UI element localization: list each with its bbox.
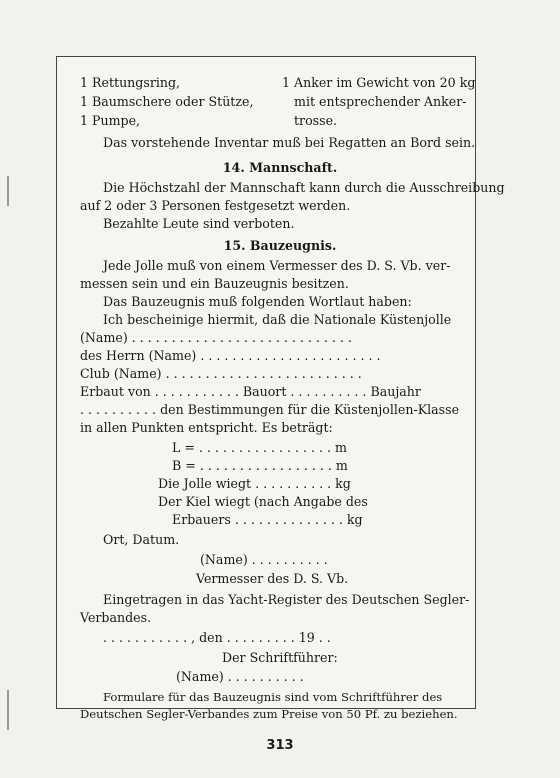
form-line: des Herrn (Name) . . . . . . . . . . . . . . . . . . . . . . .: [80, 348, 381, 363]
form-line: . . . . . . . . . . den Bestimmungen für die Küstenjollen-Klasse: [80, 402, 460, 417]
margin-mark-top: [7, 176, 9, 206]
text-line: Verbandes.: [80, 610, 152, 625]
text-line: Formulare für das Bauzeugnis sind vom Schriftführer des: [103, 690, 443, 704]
text-line: Ich bescheinige hiermit, daß die Nationale Küstenjolle: [103, 312, 452, 327]
inventory-item: 1 Pumpe,: [80, 113, 141, 128]
text-line: messen sein und ein Bauzeugnis besitzen.: [80, 276, 349, 291]
date-line: . . . . . . . . . . . , den . . . . . . . . . 19 . .: [103, 630, 331, 645]
form-line: Erbaut von . . . . . . . . . . . Bauort . . . . . . . . . . Baujahr: [80, 384, 421, 399]
text-line: in allen Punkten entspricht. Es beträgt:: [80, 420, 333, 435]
measurement-line: B = . . . . . . . . . . . . . . . . . m: [172, 458, 348, 473]
inventory-item: 1 Rettungsring,: [80, 75, 181, 90]
inventory-item-anchor: 1 Anker im Gewicht von 20 kg: [282, 75, 476, 90]
secretary-title: Der Schriftführer:: [222, 650, 338, 665]
text-line: Bezahlte Leute sind verboten.: [103, 216, 295, 231]
section-heading: 14. Mannschaft.: [222, 160, 338, 175]
section-heading: 15. Bauzeugnis.: [223, 238, 337, 253]
text-line: Jede Jolle muß von einem Vermesser des D. S. Vb. ver-: [103, 258, 451, 273]
inventory-note: Das vorstehende Inventar muß bei Regatten an Bord sein.: [103, 135, 476, 150]
text-line: Das Bauzeugnis muß folgenden Wortlaut haben:: [103, 294, 412, 309]
form-line: (Name) . . . . . . . . . . . . . . . . . . . . . . . . . . . .: [80, 330, 352, 345]
form-line: Club (Name) . . . . . . . . . . . . . . . . . . . . . . . . .: [80, 366, 362, 381]
text-line: Die Höchstzahl der Mannschaft kann durch die Ausschreibung: [103, 180, 505, 195]
text-line: Eingetragen in das Yacht-Register des Deutschen Segler-: [103, 592, 470, 607]
measurement-line: L = . . . . . . . . . . . . . . . . . m: [172, 440, 347, 455]
inventory-item-anchor: trosse.: [294, 113, 338, 128]
inventory-item-anchor: mit entsprechender Anker-: [294, 94, 467, 109]
measurement-line: Der Kiel wiegt (nach Angabe des: [158, 494, 368, 509]
place-date: Ort, Datum.: [103, 532, 180, 547]
signature-name: (Name) . . . . . . . . . .: [200, 552, 328, 567]
inventory-item: 1 Baumschere oder Stütze,: [80, 94, 254, 109]
secretary-name: (Name) . . . . . . . . . .: [176, 669, 304, 684]
text-line: auf 2 oder 3 Personen festgesetzt werden.: [80, 198, 351, 213]
surveyor-title: Vermesser des D. S. Vb.: [196, 571, 349, 586]
margin-mark-bottom: [7, 690, 9, 730]
text-line: Deutschen Segler-Verbandes zum Preise von 50 Pf. zu beziehen.: [80, 707, 458, 721]
measurement-line: Erbauers . . . . . . . . . . . . . . kg: [172, 512, 363, 527]
measurement-line: Die Jolle wiegt . . . . . . . . . . kg: [158, 476, 351, 491]
page-number: 313: [266, 738, 294, 753]
